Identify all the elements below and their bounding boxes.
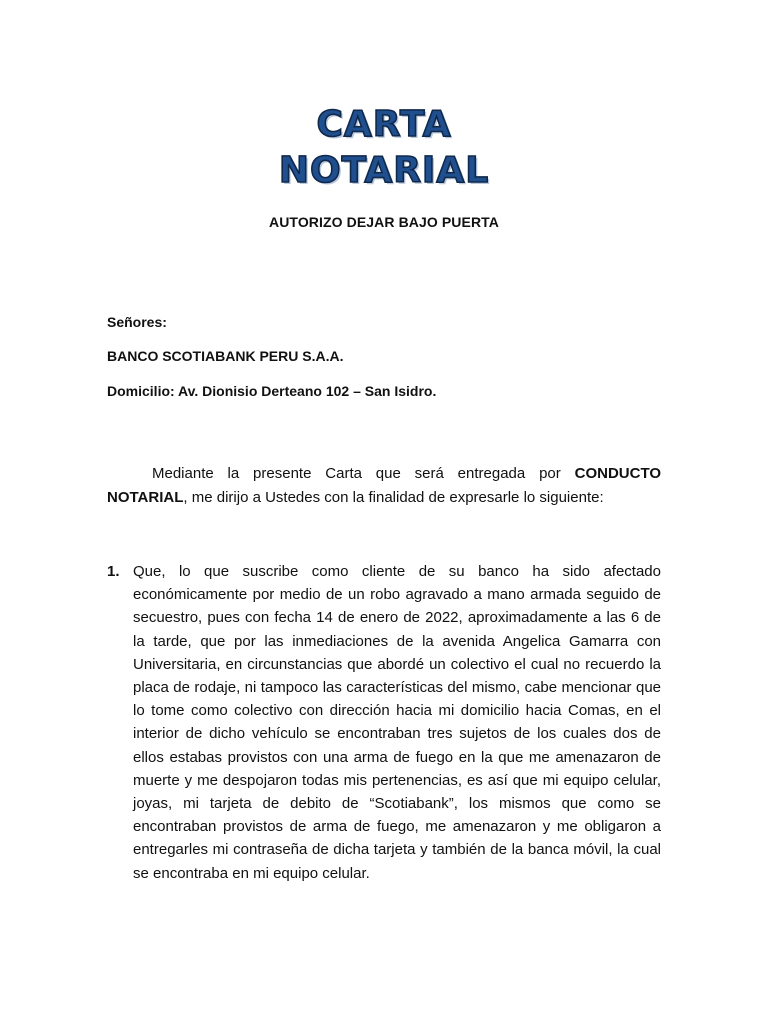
addressee-address: Domicilio: Av. Dionisio Derteano 102 – San Isidro.	[107, 383, 437, 399]
title-line-notarial: NOTARIAL	[278, 150, 490, 191]
list-item	[107, 560, 661, 885]
intro-text-bold: CONDUCTO NOTARIAL	[107, 465, 661, 506]
intro-text-start: Mediante la presente Carta que será entregada por	[152, 465, 575, 482]
document-subtitle: AUTORIZO DEJAR BAJO PUERTA	[269, 214, 499, 230]
intro-text-end: , me dirijo a Ustedes con la finalidad de expresarle lo siguiente:	[183, 488, 604, 506]
list-item-number: 1.	[107, 563, 120, 580]
addressee-salutation: Señores:	[107, 314, 167, 330]
intro-paragraph	[107, 462, 661, 509]
title-line-carta: CARTA	[316, 104, 452, 145]
addressee-recipient: BANCO SCOTIABANK PERU S.A.A.	[107, 348, 344, 364]
document-title	[0, 102, 768, 194]
list-item-text: Que, lo que suscribe como cliente de su banco ha sido afectado económicamente por medio de un robo agravado a mano armada seguido de secuestro, pues con fecha 14 de enero de 2022, aproximadamente a las 6 de la tarde, que por las inmediaciones de la avenida Angelica Gamarra con Universitaria, en circunstancias que abordé un colectivo el cual no recuerdo la placa de rodaje, ni tampoco las características del mismo, cabe mencionar que lo tome como colectivo con dirección hacia mi domicilio hacia Comas, en el interior de dicho vehículo se encontraban tres sujetos de los cuales dos de ellos estabas provistos con una arma de fuego en la que me amenazaron de muerte y me despojaron todas mis pertenencias, es así que mi equipo celular, joyas, mi tarjeta de debito de “Scotiabank”, los mismos que como se encontraban provistos de arma de fuego, me amenazaron y me obligaron a entregarles mi contraseña de dicha tarjeta y también de la banca móvil, la cual se encontraba en mi equipo celular.	[133, 563, 661, 882]
